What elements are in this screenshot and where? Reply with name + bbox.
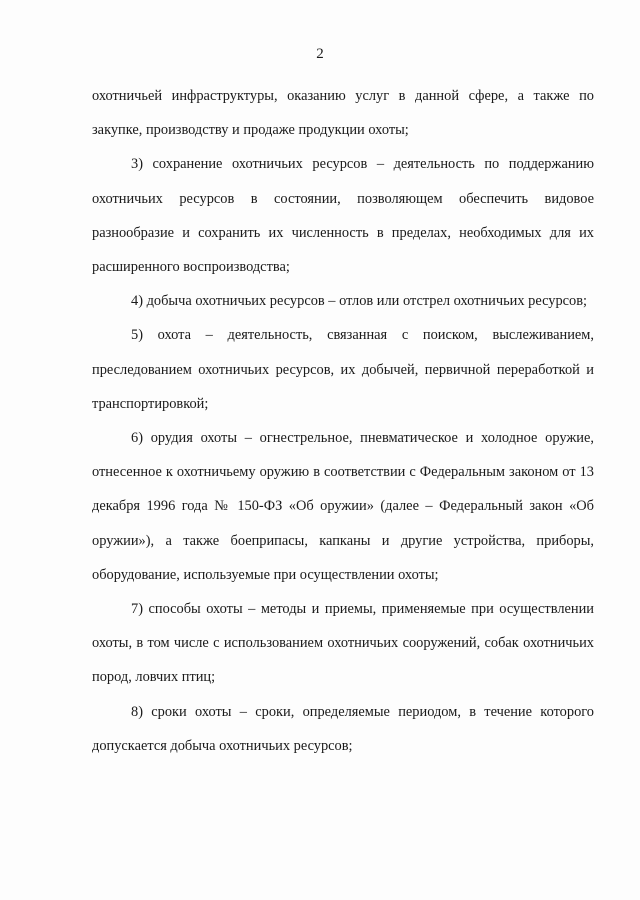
- paragraph-item-6: 6) орудия охоты – огнестрельное, пневматическое и холодное оружие, отнесенное к охотничьему оружию в соответствии с Федеральным законом от 13 декабря 1996 года № 150-ФЗ «Об оружии» (далее – Федеральный закон «Об оружии»), а также боеприпасы, капканы и другие устройства, приборы, оборудование, используемые при осуществлении охоты;: [92, 430, 594, 583]
- paragraph-item-7: 7) способы охоты – методы и приемы, применяемые при осуществлении охоты, в том числе с использованием охотничьих сооружений, собак охотничьих пород, ловчих птиц;: [92, 601, 594, 686]
- paragraph-continuation: охотничьей инфраструктуры, оказанию услуг в данной сфере, а также по закупке, производству и продаже продукции охоты;: [92, 88, 594, 139]
- page-number: 2: [316, 46, 324, 62]
- document-body: [92, 79, 594, 763]
- paragraph-item-3: 3) сохранение охотничьих ресурсов – деятельность по поддержанию охотничьих ресурсов в состоянии, позволяющем обеспечить видовое разнообразие и сохранить их численность в пределах, необходимых для их расширенного воспроизводства;: [92, 156, 594, 276]
- paragraph-item-8: 8) сроки охоты – сроки, определяемые периодом, в течение которого допускается добыча охотничьих ресурсов;: [92, 703, 594, 754]
- paragraph-item-5: 5) охота – деятельность, связанная с поиском, выслеживанием, преследованием охотничьих ресурсов, их добычей, первичной переработкой и транспортировкой;: [92, 327, 594, 412]
- paragraph-item-4: 4) добыча охотничьих ресурсов – отлов или отстрел охотничьих ресурсов;: [131, 293, 588, 310]
